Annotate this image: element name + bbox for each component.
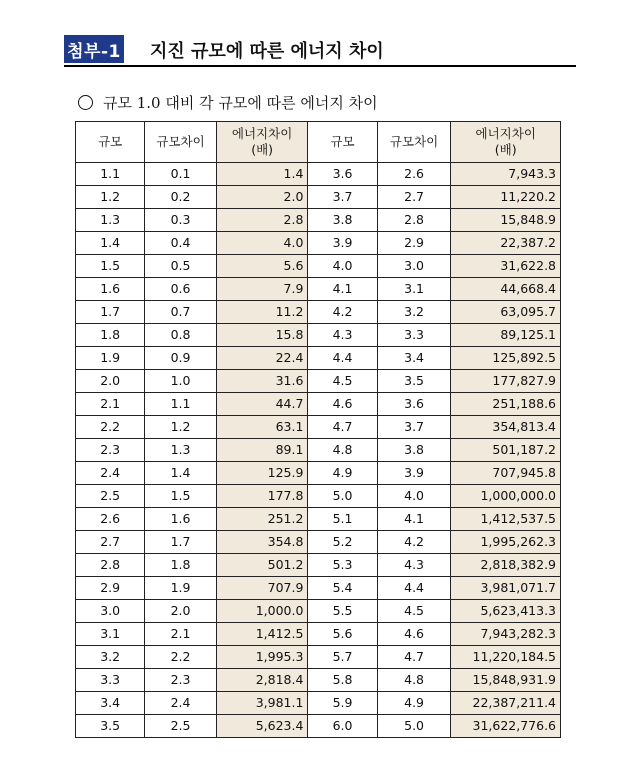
cell-magnitude-diff: 3.1 [377, 278, 451, 301]
cell-energy-diff: 5,623.4 [216, 715, 308, 738]
cell-magnitude: 1.7 [76, 301, 145, 324]
cell-magnitude: 3.5 [76, 715, 145, 738]
cell-energy-diff: 31,622,776.6 [451, 715, 561, 738]
cell-magnitude: 1.2 [76, 186, 145, 209]
cell-magnitude-diff: 4.5 [377, 600, 451, 623]
cell-magnitude: 4.2 [308, 301, 377, 324]
circle-bullet-icon [78, 95, 93, 110]
cell-magnitude-diff: 2.4 [145, 692, 217, 715]
table-row [76, 347, 561, 370]
cell-energy-diff: 251,188.6 [451, 393, 561, 416]
cell-magnitude: 3.1 [76, 623, 145, 646]
cell-energy-diff: 5.6 [216, 255, 308, 278]
table-row [76, 278, 561, 301]
cell-magnitude: 2.6 [76, 508, 145, 531]
cell-magnitude-diff: 1.2 [145, 416, 217, 439]
cell-magnitude: 4.8 [308, 439, 377, 462]
header-energy-diff [216, 122, 308, 163]
cell-energy-diff: 22,387,211.4 [451, 692, 561, 715]
cell-magnitude-diff: 0.5 [145, 255, 217, 278]
cell-magnitude-diff: 2.3 [145, 669, 217, 692]
cell-energy-diff: 11,220,184.5 [451, 646, 561, 669]
subtitle-text: 규모 1.0 대비 각 규모에 따른 에너지 차이 [103, 94, 378, 112]
header-magnitude-diff: 규모차이 [145, 122, 217, 163]
cell-magnitude-diff: 0.3 [145, 209, 217, 232]
cell-magnitude: 1.3 [76, 209, 145, 232]
cell-magnitude: 2.0 [76, 370, 145, 393]
cell-energy-diff: 2,818.4 [216, 669, 308, 692]
cell-energy-diff: 1,000,000.0 [451, 485, 561, 508]
cell-magnitude: 6.0 [308, 715, 377, 738]
cell-energy-diff: 5,623,413.3 [451, 600, 561, 623]
cell-magnitude-diff: 1.5 [145, 485, 217, 508]
cell-magnitude-diff: 4.6 [377, 623, 451, 646]
cell-magnitude-diff: 3.8 [377, 439, 451, 462]
cell-energy-diff: 501,187.2 [451, 439, 561, 462]
cell-magnitude-diff: 1.8 [145, 554, 217, 577]
cell-magnitude: 4.6 [308, 393, 377, 416]
cell-energy-diff: 31,622.8 [451, 255, 561, 278]
header-energy-line: 에너지차이 (배) [231, 126, 293, 157]
cell-energy-diff: 354,813.4 [451, 416, 561, 439]
cell-magnitude: 1.1 [76, 163, 145, 186]
header-magnitude: 규모 [76, 122, 145, 163]
cell-energy-diff: 1,995,262.3 [451, 531, 561, 554]
cell-magnitude-diff: 4.3 [377, 554, 451, 577]
cell-magnitude: 4.4 [308, 347, 377, 370]
cell-magnitude: 4.9 [308, 462, 377, 485]
cell-magnitude: 3.3 [76, 669, 145, 692]
cell-energy-diff: 1,412.5 [216, 623, 308, 646]
table-row [76, 600, 561, 623]
header-energy-diff [451, 122, 561, 163]
cell-magnitude-diff: 3.5 [377, 370, 451, 393]
cell-energy-diff: 11,220.2 [451, 186, 561, 209]
cell-magnitude-diff: 1.1 [145, 393, 217, 416]
cell-magnitude-diff: 3.0 [377, 255, 451, 278]
cell-magnitude-diff: 4.0 [377, 485, 451, 508]
cell-magnitude-diff: 4.9 [377, 692, 451, 715]
energy-table [75, 121, 561, 738]
table-row [76, 232, 561, 255]
table-row [76, 324, 561, 347]
cell-energy-diff: 1,995.3 [216, 646, 308, 669]
cell-energy-diff: 2.0 [216, 186, 308, 209]
cell-energy-diff: 177,827.9 [451, 370, 561, 393]
cell-magnitude: 2.9 [76, 577, 145, 600]
cell-magnitude-diff: 5.0 [377, 715, 451, 738]
cell-magnitude: 4.7 [308, 416, 377, 439]
table-row [76, 301, 561, 324]
cell-magnitude-diff: 2.9 [377, 232, 451, 255]
cell-magnitude: 3.4 [76, 692, 145, 715]
cell-magnitude-diff: 1.4 [145, 462, 217, 485]
cell-magnitude: 5.9 [308, 692, 377, 715]
cell-energy-diff: 1,412,537.5 [451, 508, 561, 531]
header-magnitude-diff: 규모차이 [377, 122, 451, 163]
cell-energy-diff: 4.0 [216, 232, 308, 255]
cell-energy-diff: 63.1 [216, 416, 308, 439]
table-row [76, 531, 561, 554]
cell-magnitude-diff: 2.6 [377, 163, 451, 186]
cell-energy-diff: 7.9 [216, 278, 308, 301]
cell-magnitude: 2.5 [76, 485, 145, 508]
cell-energy-diff: 707,945.8 [451, 462, 561, 485]
cell-magnitude: 4.0 [308, 255, 377, 278]
cell-magnitude-diff: 0.7 [145, 301, 217, 324]
cell-magnitude-diff: 3.4 [377, 347, 451, 370]
section-subtitle [78, 92, 378, 113]
cell-energy-diff: 1.4 [216, 163, 308, 186]
cell-magnitude: 2.7 [76, 531, 145, 554]
cell-energy-diff: 2.8 [216, 209, 308, 232]
table-row [76, 393, 561, 416]
cell-magnitude: 1.5 [76, 255, 145, 278]
cell-magnitude-diff: 0.2 [145, 186, 217, 209]
table-row [76, 554, 561, 577]
cell-magnitude: 3.2 [76, 646, 145, 669]
table-row [76, 715, 561, 738]
cell-magnitude: 3.8 [308, 209, 377, 232]
cell-magnitude: 2.8 [76, 554, 145, 577]
table-row [76, 623, 561, 646]
cell-magnitude: 5.2 [308, 531, 377, 554]
table-row [76, 439, 561, 462]
cell-energy-diff: 22,387.2 [451, 232, 561, 255]
cell-magnitude-diff: 2.8 [377, 209, 451, 232]
header-energy-line: 에너지차이 (배) [475, 126, 536, 157]
table-body [76, 163, 561, 738]
cell-energy-diff: 125,892.5 [451, 347, 561, 370]
cell-magnitude-diff: 3.3 [377, 324, 451, 347]
cell-magnitude: 2.1 [76, 393, 145, 416]
cell-energy-diff: 44,668.4 [451, 278, 561, 301]
cell-energy-diff: 15.8 [216, 324, 308, 347]
cell-magnitude-diff: 4.1 [377, 508, 451, 531]
cell-magnitude-diff: 3.9 [377, 462, 451, 485]
cell-energy-diff: 1,000.0 [216, 600, 308, 623]
cell-magnitude-diff: 1.9 [145, 577, 217, 600]
cell-magnitude-diff: 0.8 [145, 324, 217, 347]
table-header-row [76, 122, 561, 163]
cell-energy-diff: 15,848.9 [451, 209, 561, 232]
cell-energy-diff: 31.6 [216, 370, 308, 393]
cell-energy-diff: 707.9 [216, 577, 308, 600]
cell-energy-diff: 89.1 [216, 439, 308, 462]
cell-magnitude: 5.5 [308, 600, 377, 623]
cell-magnitude-diff: 1.3 [145, 439, 217, 462]
cell-magnitude: 1.9 [76, 347, 145, 370]
cell-magnitude-diff: 3.6 [377, 393, 451, 416]
cell-magnitude: 3.6 [308, 163, 377, 186]
cell-energy-diff: 89,125.1 [451, 324, 561, 347]
cell-energy-diff: 11.2 [216, 301, 308, 324]
cell-magnitude: 3.0 [76, 600, 145, 623]
cell-energy-diff: 354.8 [216, 531, 308, 554]
table-row [76, 485, 561, 508]
cell-energy-diff: 3,981,071.7 [451, 577, 561, 600]
cell-magnitude-diff: 4.2 [377, 531, 451, 554]
cell-magnitude: 5.6 [308, 623, 377, 646]
cell-magnitude-diff: 2.2 [145, 646, 217, 669]
page-title: 지진 규모에 따른 에너지 차이 [150, 41, 384, 62]
cell-energy-diff: 2,818,382.9 [451, 554, 561, 577]
cell-magnitude-diff: 4.7 [377, 646, 451, 669]
cell-magnitude-diff: 2.7 [377, 186, 451, 209]
cell-magnitude-diff: 0.6 [145, 278, 217, 301]
cell-magnitude-diff: 4.8 [377, 669, 451, 692]
table-row [76, 462, 561, 485]
table-row [76, 163, 561, 186]
table-row [76, 370, 561, 393]
cell-magnitude: 3.9 [308, 232, 377, 255]
table-row [76, 186, 561, 209]
cell-magnitude: 2.3 [76, 439, 145, 462]
cell-magnitude: 5.7 [308, 646, 377, 669]
cell-energy-diff: 251.2 [216, 508, 308, 531]
cell-magnitude: 5.1 [308, 508, 377, 531]
cell-magnitude-diff: 1.0 [145, 370, 217, 393]
cell-energy-diff: 7,943,282.3 [451, 623, 561, 646]
cell-magnitude: 1.6 [76, 278, 145, 301]
cell-magnitude-diff: 0.4 [145, 232, 217, 255]
cell-energy-diff: 501.2 [216, 554, 308, 577]
cell-magnitude: 5.0 [308, 485, 377, 508]
cell-magnitude-diff: 3.2 [377, 301, 451, 324]
cell-magnitude: 5.4 [308, 577, 377, 600]
table-row [76, 508, 561, 531]
table-row [76, 416, 561, 439]
cell-energy-diff: 63,095.7 [451, 301, 561, 324]
cell-magnitude: 4.1 [308, 278, 377, 301]
cell-magnitude: 4.5 [308, 370, 377, 393]
table-row [76, 692, 561, 715]
cell-magnitude: 2.2 [76, 416, 145, 439]
cell-energy-diff: 125.9 [216, 462, 308, 485]
cell-magnitude-diff: 1.6 [145, 508, 217, 531]
cell-magnitude: 4.3 [308, 324, 377, 347]
cell-energy-diff: 44.7 [216, 393, 308, 416]
table-row [76, 209, 561, 232]
cell-magnitude-diff: 2.5 [145, 715, 217, 738]
table-row [76, 646, 561, 669]
cell-energy-diff: 7,943.3 [451, 163, 561, 186]
cell-magnitude: 2.4 [76, 462, 145, 485]
cell-magnitude-diff: 1.7 [145, 531, 217, 554]
cell-magnitude-diff: 2.1 [145, 623, 217, 646]
cell-energy-diff: 177.8 [216, 485, 308, 508]
cell-energy-diff: 3,981.1 [216, 692, 308, 715]
cell-magnitude-diff: 4.4 [377, 577, 451, 600]
cell-energy-diff: 15,848,931.9 [451, 669, 561, 692]
cell-magnitude-diff: 0.1 [145, 163, 217, 186]
header-magnitude: 규모 [308, 122, 377, 163]
cell-magnitude: 5.3 [308, 554, 377, 577]
document-header [64, 35, 576, 67]
table-row [76, 669, 561, 692]
attachment-badge: 첨부-1 [64, 35, 124, 63]
table-row [76, 577, 561, 600]
cell-magnitude: 1.8 [76, 324, 145, 347]
cell-magnitude: 3.7 [308, 186, 377, 209]
cell-magnitude: 1.4 [76, 232, 145, 255]
cell-energy-diff: 22.4 [216, 347, 308, 370]
table-row [76, 255, 561, 278]
title-underline [64, 65, 576, 67]
cell-magnitude-diff: 2.0 [145, 600, 217, 623]
cell-magnitude-diff: 0.9 [145, 347, 217, 370]
cell-magnitude-diff: 3.7 [377, 416, 451, 439]
cell-magnitude: 5.8 [308, 669, 377, 692]
